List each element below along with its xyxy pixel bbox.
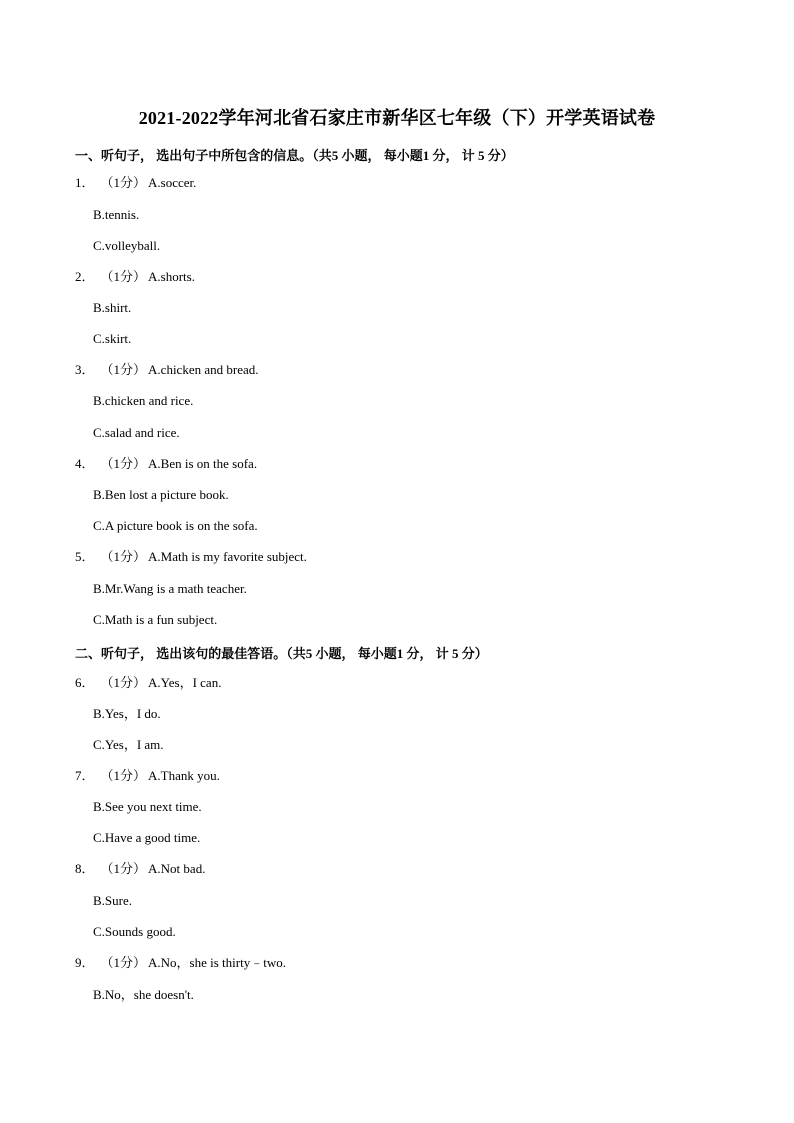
option-c: C.salad and rice. — [93, 425, 180, 440]
option-c: C.volleyball. — [93, 238, 161, 253]
question-points: （1分） — [100, 362, 147, 377]
option-c: C.Have a good time. — [93, 830, 201, 845]
question-points: （1分） — [100, 955, 147, 970]
option-b: B.Ben lost a picture book. — [93, 487, 229, 502]
option-b: B.See you next time. — [93, 799, 202, 814]
option-c: C.Yes，I am. — [93, 737, 164, 752]
option-a: A.Yes，I can. — [148, 675, 222, 690]
option-a: A.Math is my favorite subject. — [148, 549, 307, 564]
question-number: 8． — [75, 861, 95, 876]
question-points: （1分） — [100, 675, 147, 690]
option-a: A.chicken and bread. — [148, 362, 259, 377]
question-points: （1分） — [100, 456, 147, 471]
option-b: B.No，she doesn't. — [93, 987, 194, 1002]
question-1 — [75, 175, 196, 191]
question-number: 5． — [75, 549, 95, 564]
option-c: C.Sounds good. — [93, 924, 176, 939]
option-b: B.Yes，I do. — [93, 706, 161, 721]
question-points: （1分） — [100, 768, 147, 783]
option-a: A.Thank you. — [148, 768, 220, 783]
option-b: B.tennis. — [93, 207, 140, 222]
question-number: 3． — [75, 362, 95, 377]
question-3 — [75, 362, 258, 378]
option-b: B.shirt. — [93, 300, 132, 315]
question-4 — [75, 456, 257, 472]
option-b: B.chicken and rice. — [93, 393, 194, 408]
question-number: 7． — [75, 768, 95, 783]
question-number: 9． — [75, 955, 95, 970]
option-b: B.Mr.Wang is a math teacher. — [93, 581, 247, 596]
option-a: A.soccer. — [148, 175, 197, 190]
question-number: 2． — [75, 269, 95, 284]
option-a: A.shorts. — [148, 269, 195, 284]
question-8 — [75, 861, 205, 877]
option-a: A.Ben is on the sofa. — [148, 456, 258, 471]
question-points: （1分） — [100, 175, 147, 190]
question-6 — [75, 675, 221, 691]
option-a: A.No，she is thirty﹣two. — [148, 955, 286, 970]
question-points: （1分） — [100, 549, 147, 564]
question-9 — [75, 955, 286, 971]
question-5 — [75, 549, 307, 565]
option-c: C.A picture book is on the sofa. — [93, 518, 258, 533]
section-heading-1: 一、听句子， 选出句子中所包含的信息。（共5 小题， 每小题1 分， 计 5 分） — [75, 148, 514, 163]
question-points: （1分） — [100, 861, 147, 876]
question-number: 4． — [75, 456, 95, 471]
question-points: （1分） — [100, 269, 147, 284]
question-2 — [75, 269, 195, 285]
page-title: 2021-2022学年河北省石家庄市新华区七年级（下）开学英语试卷 — [138, 108, 656, 128]
option-b: B.Sure. — [93, 893, 132, 908]
option-c: C.Math is a fun subject. — [93, 612, 218, 627]
question-number: 6． — [75, 675, 95, 690]
question-number: 1． — [75, 175, 95, 190]
question-7 — [75, 768, 220, 784]
section-heading-2: 二、听句子， 选出该句的最佳答语。（共5 小题， 每小题1 分， 计 5 分） — [75, 646, 488, 661]
option-a: A.Not bad. — [148, 861, 206, 876]
option-c: C.skirt. — [93, 331, 132, 346]
